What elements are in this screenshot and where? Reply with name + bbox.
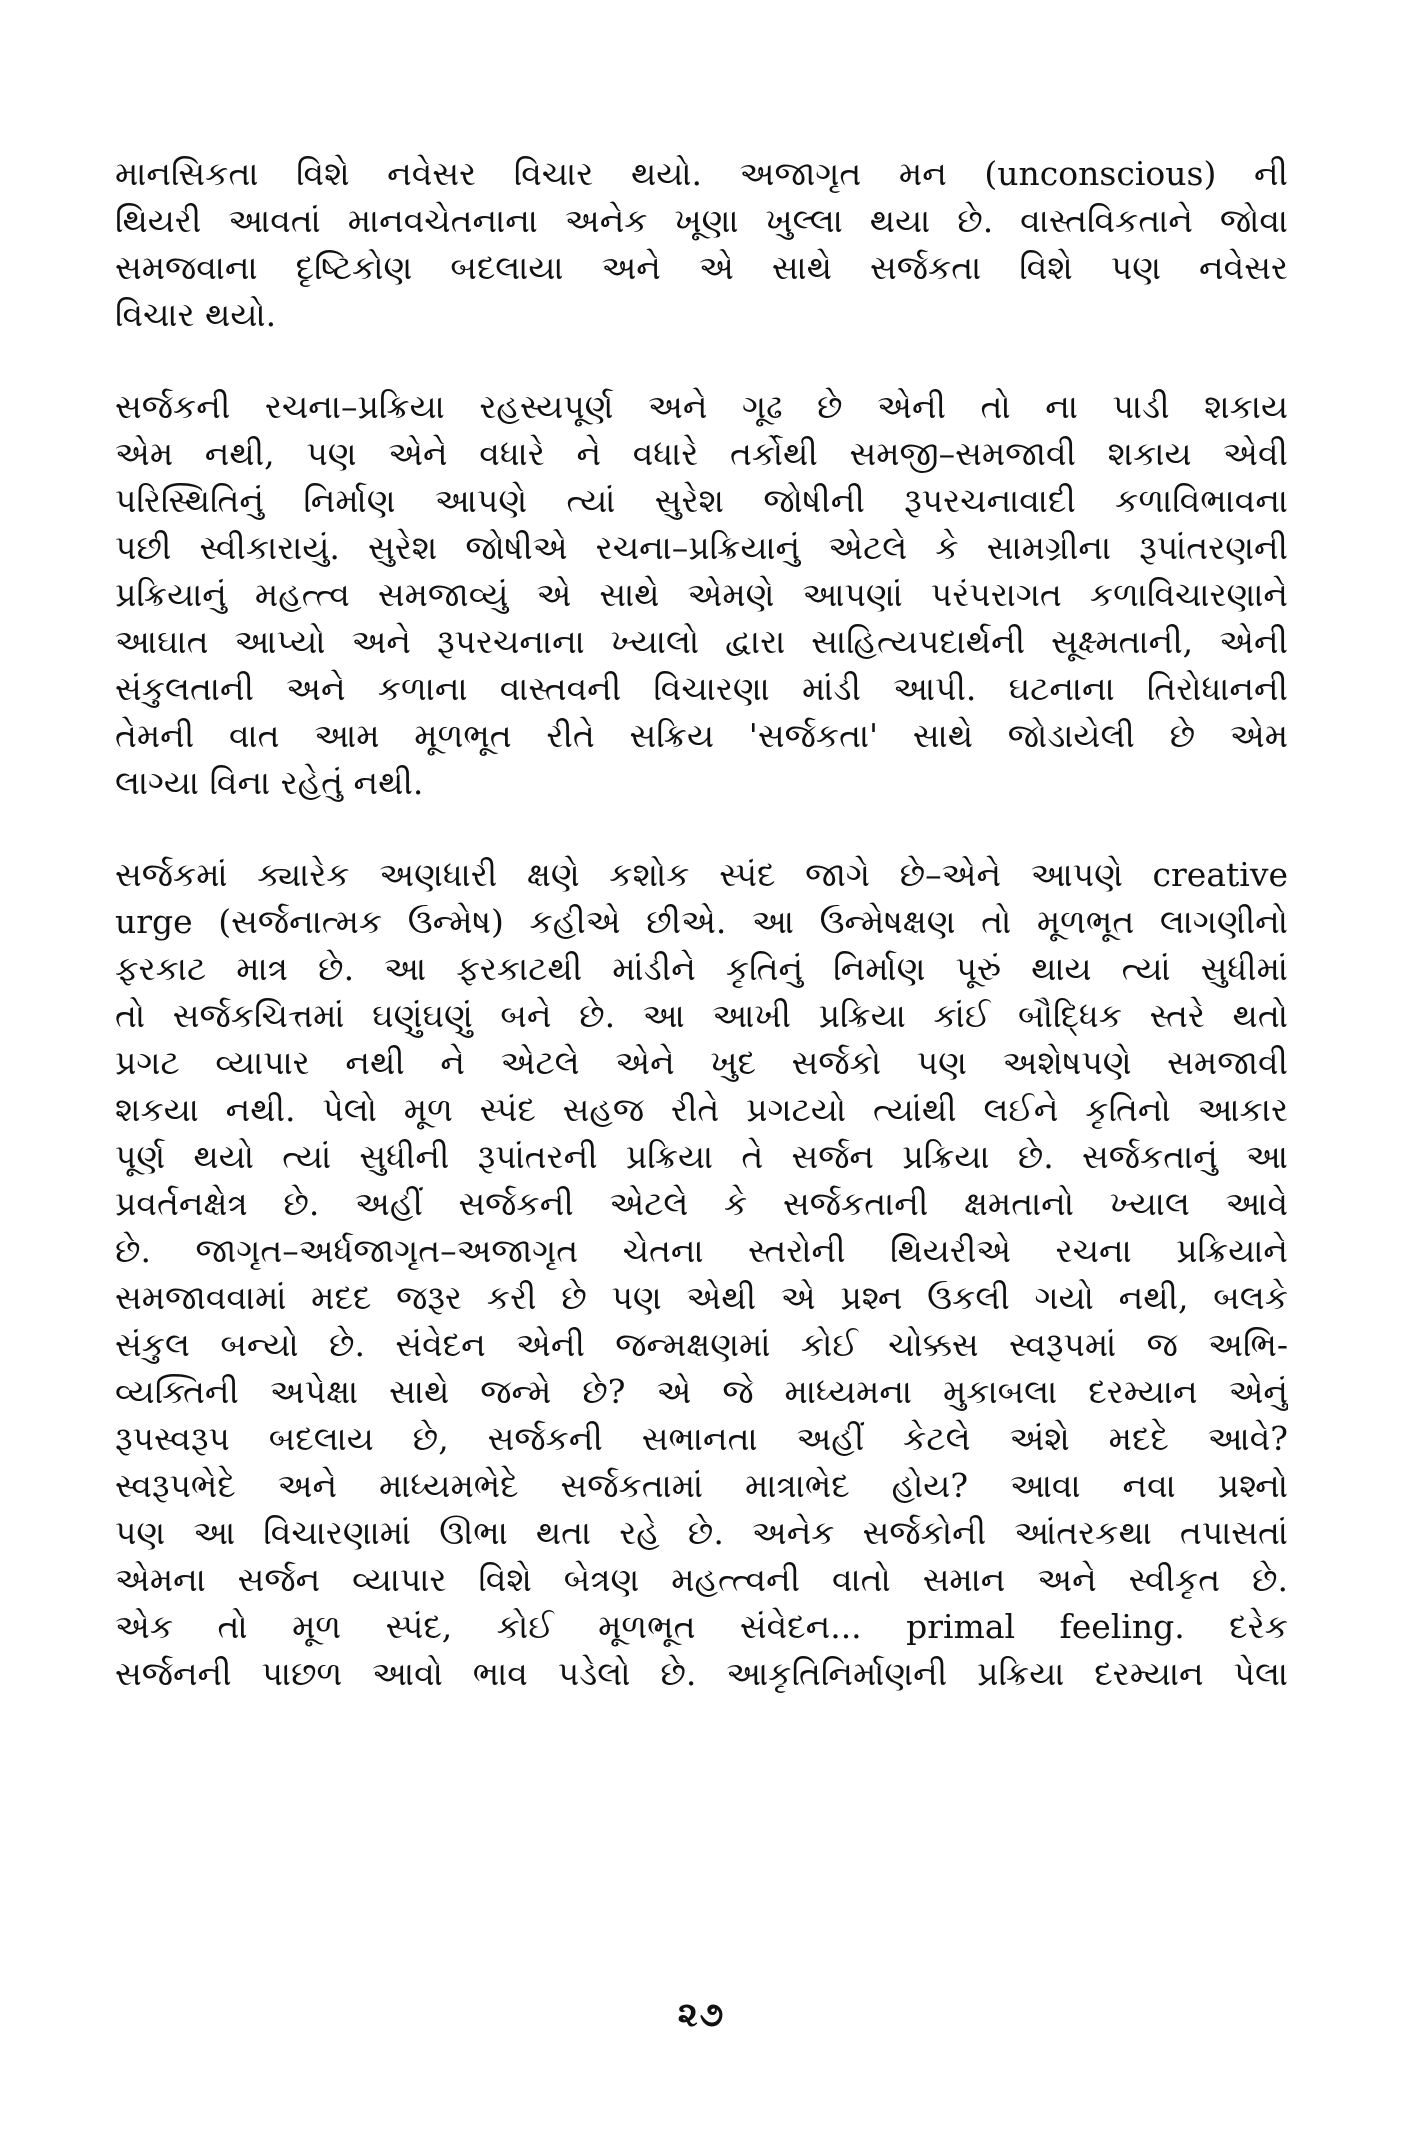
text-line: સર્જનની પાછળ આવો ભાવ પડેલો છે. આકૃતિનિર્માણની પ્રક્રિયા દરમ્યાન પેલા <box>115 1654 1288 1693</box>
paragraph-3 <box>115 851 1288 1697</box>
paragraph-gap <box>115 806 1288 851</box>
text-line: પણ આ વિચારણામાં ઊભા થતા રહે છે. અનેક સર્જકોની આંતરકથા તપાસતાં <box>115 1513 1288 1552</box>
text-line: આઘાત આપ્યો અને રૂપરચનાના ખ્યાલો દ્વારા સાહિત્યપદાર્થની સૂક્ષ્મતાની, એની <box>115 622 1288 661</box>
text-line: પ્રક્રિયાનું મહત્ત્વ સમજાવ્યું એ સાથે એમણે આપણાં પરંપરાગત કળાવિચારણાને <box>115 575 1288 614</box>
text-line: પછી સ્વીકારાયું. સુરેશ જોષીએ રચના–પ્રક્રિયાનું એટલે કે સામગ્રીના રૂપાંતરણની <box>115 528 1288 567</box>
paragraph-gap <box>115 338 1288 383</box>
page-number: ૨૭ <box>677 1995 726 2035</box>
text-line: પરિસ્થિતિનું નિર્માણ આપણે ત્યાં સુરેશ જોષીની રૂપરચનાવાદી કળાવિભાવના <box>115 481 1288 520</box>
text-line: સમજાવવામાં મદદ જરૂર કરી છે પણ એથી એ પ્રશ્ન ઉકલી ગયો નથી, બલકે <box>115 1278 1288 1317</box>
paragraph-1 <box>115 150 1288 338</box>
text-line: છે. જાગૃત–અર્ધજાગૃત–અજાગૃત ચેતના સ્તરોની થિયરીએ રચના પ્રક્રિયાને <box>115 1231 1288 1270</box>
text-line: પૂર્ણ થયો ત્યાં સુધીની રૂપાંતરની પ્રક્રિયા તે સર્જન પ્રક્રિયા છે. સર્જકતાનું આ <box>115 1137 1288 1176</box>
text-line: શકયા નથી. પેલો મૂળ સ્પંદ સહજ રીતે પ્રગટયો ત્યાંથી લઈને કૃતિનો આકાર <box>115 1090 1288 1129</box>
text-line: ફરકાટ માત્ર છે. આ ફરકાટથી માંડીને કૃતિનું નિર્માણ પૂરું થાય ત્યાં સુધીમાં <box>115 949 1288 988</box>
text-line: એમ નથી, પણ એને વધારે ને વધારે તર્કોથી સમજી–સમજાવી શકાય એવી <box>115 434 1288 473</box>
paragraph-2 <box>115 383 1288 806</box>
text-line: લાગ્યા વિના રહેતું નથી. <box>115 763 424 802</box>
text-line: સમજવાના દૃષ્ટિકોણ બદલાયા અને એ સાથે સર્જકતા વિશે પણ નવેસર <box>115 248 1288 287</box>
text-line: તેમની વાત આમ મૂળભૂત રીતે સક્રિય 'સર્જકતા' સાથે જોડાયેલી છે એમ <box>115 716 1288 755</box>
text-line: સર્જકમાં ક્યારેક અણધારી ક્ષણે કશોક સ્પંદ જાગે છે–એને આપણે creative <box>115 855 1288 894</box>
text-line: વિચાર થયો. <box>115 295 277 334</box>
text-line: થિયરી આવતાં માનવચેતનાના અનેક ખૂણા ખુલ્લા થયા છે. વાસ્તવિકતાને જોવા <box>115 201 1288 240</box>
text-line: સંકુલ બન્યો છે. સંવેદન એની જન્મક્ષણમાં કોઈ ચોક્કસ સ્વરૂપમાં જ અભિ- <box>115 1325 1288 1364</box>
text-line: સંકુલતાની અને કળાના વાસ્તવની વિચારણા માંડી આપી. ઘટનાના તિરોધાનની <box>115 669 1288 708</box>
text-line: રૂપસ્વરૂપ બદલાય છે, સર્જકની સભાનતા અહીં કેટલે અંશે મદદે આવે? <box>115 1419 1288 1458</box>
text-line: urge (સર્જનાત્મક ઉન્મેષ) કહીએ છીએ. આ ઉન્મેષક્ષણ તો મૂળભૂત લાગણીનો <box>115 902 1288 941</box>
text-line: તો સર્જકચિત્તમાં ઘણુંઘણું બને છે. આ આખી પ્રક્રિયા કાંઈ બૌદ્ધિક સ્તરે થતો <box>115 996 1288 1035</box>
text-line: પ્રગટ વ્યાપાર નથી ને એટલે એને ખુદ સર્જકો પણ અશેષપણે સમજાવી <box>115 1043 1288 1082</box>
text-line: સર્જકની રચના–પ્રક્રિયા રહસ્યપૂર્ણ અને ગૂઢ છે એની તો ના પાડી શકાય <box>115 387 1288 426</box>
text-line: વ્યક્તિની અપેક્ષા સાથે જન્મે છે? એ જે માધ્યમના મુકાબલા દરમ્યાન એનું <box>115 1372 1288 1411</box>
text-line: એક તો મૂળ સ્પંદ, કોઈ મૂળભૂત સંવેદન... primal feeling. દરેક <box>115 1607 1288 1646</box>
text-line: એમના સર્જન વ્યાપાર વિશે બેત્રણ મહત્ત્વની વાતો સમાન અને સ્વીકૃત છે. <box>115 1560 1288 1599</box>
text-line: માનસિકતા વિશે નવેસર વિચાર થયો. અજાગૃત મન (unconscious) ની <box>115 154 1288 193</box>
text-line: સ્વરૂપભેદે અને માધ્યમભેદે સર્જકતામાં માત્રાભેદ હોય? આવા નવા પ્રશ્નો <box>115 1466 1288 1505</box>
text-line: પ્રવર્તનક્ષેત્ર છે. અહીં સર્જકની એટલે કે સર્જકતાની ક્ષમતાનો ખ્યાલ આવે <box>115 1184 1288 1223</box>
